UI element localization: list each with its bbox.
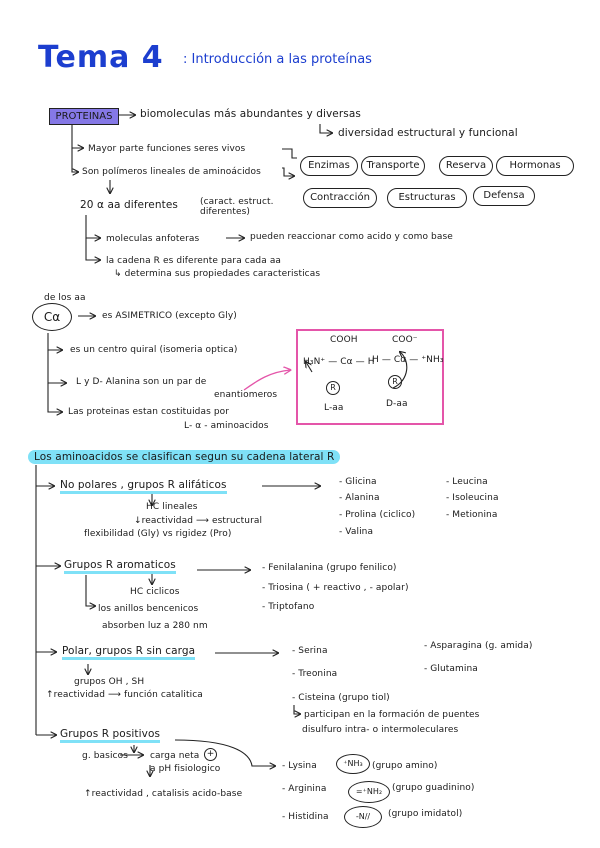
arginina-group: (grupo guadinino) [392, 783, 475, 793]
anfoteras-text: moleculas anfoteras [106, 234, 200, 244]
pill-contraccion: Contracción [303, 188, 377, 208]
l-alpha-aa-text: L- α - aminoacidos [184, 421, 269, 431]
pill-estructuras: Estructuras [387, 188, 467, 208]
enantiomer-diagram [296, 329, 444, 425]
quiral-text: es un centro quiral (isomeria optica) [70, 345, 238, 355]
flexibilidad-text: flexibilidad (Gly) vs rigidez (Pro) [84, 529, 232, 539]
clasificacion-heading: Los aminoacidos se clasifican segun su cadena lateral R [28, 450, 340, 464]
determina-text [114, 268, 320, 280]
d-molecule-row: H — Cα — ⁺NH₃ [372, 355, 444, 365]
constituidas-text: Las proteinas estan costituidas por [68, 407, 230, 417]
aa-prolina: - Prolina (ciclico) [339, 510, 416, 520]
grupos-oh-sh-text: grupos OH , SH [74, 677, 145, 687]
page-subtitle: : Introducción a las proteínas [183, 52, 372, 67]
cooh-label: COOH [330, 335, 358, 345]
aa-lisina: - Lysina [282, 761, 317, 771]
puentes-text-1: participan en la formación de puentes [304, 710, 480, 720]
aa-serina: - Serina [292, 646, 328, 656]
pill-defensa: Defensa [473, 186, 535, 206]
aa-isoleucina: - Isoleucina [446, 493, 499, 503]
polar-reactividad-text: ↑reactividad ⟶ función catalitica [46, 690, 203, 700]
aa-asparagina: - Asparagina (g. amida) [424, 641, 533, 651]
funciones-text: Mayor parte funciones seres vivos [88, 144, 246, 154]
de-los-aa-label: de los aa [44, 293, 86, 303]
polimeros-text: Son polímeros lineales de aminoácidos [82, 167, 261, 177]
determina-label: determina sus propiedades caracteristicas [124, 269, 321, 279]
enantiomeros-text: enantiomeros [214, 390, 278, 400]
pill-hormonas: Hormonas [496, 156, 574, 176]
pill-transporte: Transporte [361, 156, 425, 176]
aa-valina: - Valina [339, 527, 374, 537]
proteinas-desc: biomoleculas más abundantes y diversas [140, 108, 361, 120]
c-alpha-circle: Cα [32, 303, 72, 331]
l-r-circle: R [326, 381, 340, 395]
anillos-text: los anillos bencenicos [98, 604, 199, 614]
positivos-reactividad-text: ↑reactividad , catalisis acido-base [84, 789, 243, 799]
alanina-text: L y D- Alanina son un par de [76, 377, 207, 387]
cadena-r-text: la cadena R es diferente para cada aa [106, 256, 282, 266]
positivos-title: Grupos R positivos [60, 728, 160, 743]
aa-glicina: - Glicina [339, 477, 377, 487]
g-basicos-text: g. basicos [82, 751, 128, 761]
aa-treonina: - Treonina [292, 669, 338, 679]
l-molecule-row: H₃N⁺ — Cα — H [303, 357, 375, 367]
aa-triosina: - Triosina ( + reactivo , - apolar) [262, 583, 409, 593]
polar-title: Polar, grupos R sin carga [62, 645, 195, 660]
imidazol-group-circle: -N// [344, 806, 382, 828]
d-aa-label: D-aa [386, 399, 408, 409]
histidina-group: (grupo imidatol) [388, 809, 463, 819]
pill-enzimas: Enzimas [300, 156, 358, 176]
aa-histidina: - Histidina [282, 812, 329, 822]
reactividad-estructural-text: ↓reactividad ⟶ estructural [134, 516, 263, 526]
d-r-circle: R [388, 375, 402, 389]
aa-cisteina: - Cisteina (grupo tiol) [292, 693, 390, 703]
ph-fisiologico-text: a pH fisiologico [150, 764, 221, 774]
aa-glutamina: - Glutamina [424, 664, 478, 674]
diversidad-text: diversidad estructural y funcional [338, 127, 518, 139]
aa-arginina: - Arginina [282, 784, 327, 794]
aa20-text: 20 α aa diferentes [80, 199, 178, 211]
plus-circle: + [204, 748, 217, 761]
asimetrico-text: es ASIMETRICO (excepto Gly) [102, 311, 237, 321]
aa-fenilalanina: - Fenilalanina (grupo fenilico) [262, 563, 397, 573]
l-aa-label: L-aa [324, 403, 344, 413]
no-polares-title: No polares , grupos R alifáticos [60, 479, 227, 494]
aa-alanina: - Alanina [339, 493, 380, 503]
pill-reserva: Reserva [439, 156, 493, 176]
coo-label: COO⁻ [392, 335, 418, 345]
proteinas-box: PROTEINAS [49, 108, 119, 125]
anfoteras-result: pueden reaccionar como acido y como base [250, 232, 453, 242]
amino-group-circle: ⁺NH₃ [336, 754, 370, 774]
carga-neta-text: carga neta [150, 751, 200, 761]
aa-metionina: - Metionina [446, 510, 498, 520]
aa-leucina: - Leucina [446, 477, 488, 487]
return-arrow-icon: ↳ [114, 269, 125, 279]
lisina-group: (grupo amino) [372, 761, 438, 771]
aa20-note: (caract. estruct. diferentes) [200, 197, 274, 217]
absorben-text: absorben luz a 280 nm [102, 621, 208, 631]
puentes-text-2: disulfuro intra- o intermoleculares [302, 725, 459, 735]
aa-triptofano: - Triptofano [262, 602, 315, 612]
hc-lineales-text: HC lineales [146, 502, 198, 512]
hc-ciclicos-text: HC ciclicos [130, 587, 180, 597]
page-title: Tema 4 [38, 40, 164, 75]
aromaticos-title: Grupos R aromaticos [64, 559, 176, 574]
guanidino-group-circle: =⁺NH₂ [348, 781, 390, 803]
